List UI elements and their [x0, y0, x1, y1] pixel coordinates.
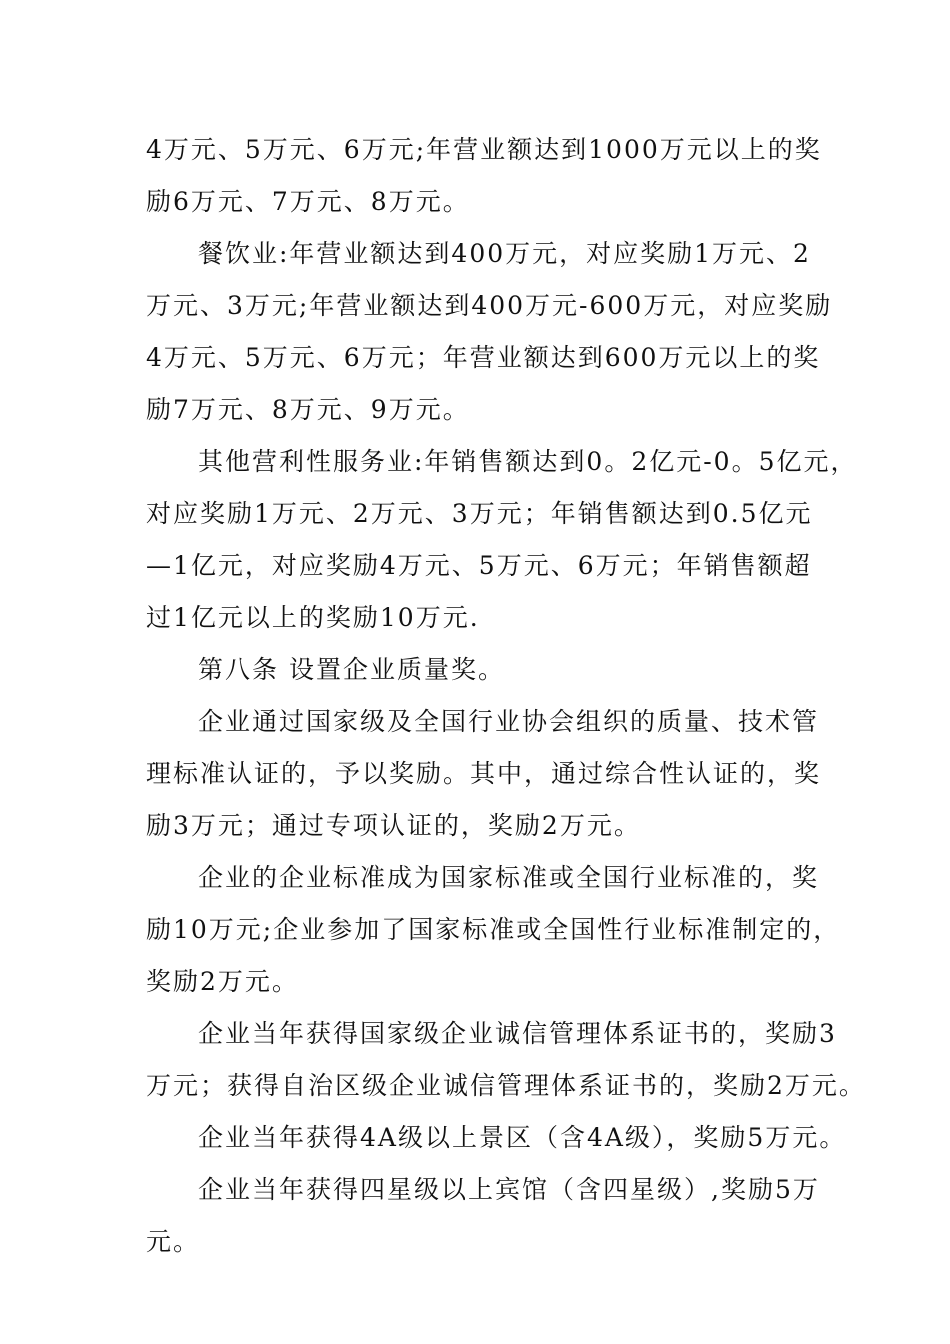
text-line: 餐饮业:年营业额达到400万元，对应奖励1万元、2 [198, 239, 811, 268]
text-line: 对应奖励1万元、2万元、3万元；年销售额达到0.5亿元 [146, 499, 813, 528]
paragraph [146, 124, 822, 228]
text-line: 奖励2万元。 [146, 967, 299, 996]
text-line: 理标准认证的，予以奖励。其中，通过综合性认证的，奖 [146, 759, 822, 788]
paragraph [146, 1112, 847, 1164]
paragraph [146, 1008, 866, 1112]
text-line: 企业通过国家级及全国行业协会组织的质量、技术管 [198, 707, 820, 736]
paragraph [146, 436, 858, 644]
text-line: 励10万元;企业参加了国家标准或全国性行业标准制定的， [146, 915, 841, 944]
text-line: 4万元、5万元、6万元;年营业额达到1000万元以上的奖 [146, 135, 822, 164]
text-line: 企业当年获得国家级企业诚信管理体系证书的，奖励3 [198, 1019, 837, 1048]
text-line: 企业当年获得四星级以上宾馆（含四星级）,奖励5万 [198, 1175, 820, 1204]
text-line: 励6万元、7万元、8万元。 [146, 187, 470, 216]
text-line: 万元；获得自治区级企业诚信管理体系证书的，奖励2万元。 [146, 1071, 866, 1100]
text-line: 励3万元；通过专项认证的，奖励2万元。 [146, 811, 641, 840]
text-line: 元。 [146, 1227, 201, 1256]
text-line: 万元、3万元;年营业额达到400万元-600万元，对应奖励 [146, 291, 833, 320]
text-line: 过1亿元以上的奖励10万元. [146, 603, 480, 632]
text-line: 企业的企业标准成为国家标准或全国行业标准的，奖 [198, 863, 820, 892]
paragraph [146, 228, 833, 436]
text-line: 其他营利性服务业:年销售额达到0。2亿元-0。5亿元， [198, 447, 858, 476]
paragraph [146, 852, 841, 1008]
text-line: —1亿元，对应奖励4万元、5万元、6万元；年销售额超 [146, 551, 812, 580]
article-heading [146, 644, 808, 696]
document-body [146, 124, 866, 1268]
text-line: 励7万元、8万元、9万元。 [146, 395, 470, 424]
paragraph [146, 1164, 820, 1268]
paragraph [146, 696, 822, 852]
text-line: 4万元、5万元、6万元；年营业额达到600万元以上的奖 [146, 343, 821, 372]
text-line: 第八条 设置企业质量奖。 [198, 655, 505, 684]
text-line: 企业当年获得4A级以上景区（含4A级），奖励5万元。 [198, 1123, 847, 1152]
